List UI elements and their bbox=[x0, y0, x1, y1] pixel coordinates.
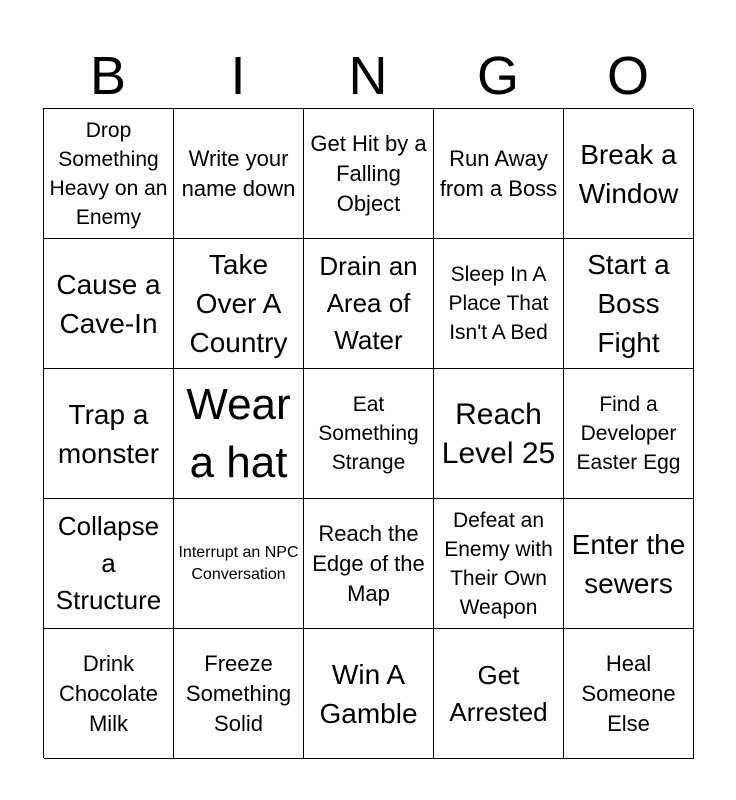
cell-text: Take Over A Country bbox=[189, 249, 288, 358]
header-letter-i: I bbox=[230, 46, 246, 106]
header-letter-o: O bbox=[606, 46, 649, 106]
bingo-cell[interactable] bbox=[564, 629, 694, 759]
bingo-cell[interactable] bbox=[44, 109, 174, 239]
cell-text: Freeze Something Solid bbox=[185, 650, 292, 736]
cell-text: Eat Something Strange bbox=[318, 393, 419, 474]
cell-text: Interrupt an NPC Conversation bbox=[178, 543, 299, 583]
bingo-cell[interactable] bbox=[174, 499, 304, 629]
header-letter-b: B bbox=[89, 46, 127, 106]
bingo-cell[interactable] bbox=[44, 369, 174, 499]
cell-text: Sleep In A Place That Isn't A Bed bbox=[448, 263, 549, 344]
cell-text: Reach the Edge of the Map bbox=[312, 520, 425, 606]
bingo-cell[interactable] bbox=[434, 629, 564, 759]
bingo-cell[interactable] bbox=[174, 629, 304, 759]
header-letter-n: N bbox=[348, 46, 388, 106]
cell-text: Win A Gamble bbox=[319, 658, 418, 729]
bingo-cell[interactable] bbox=[304, 109, 434, 239]
bingo-cell[interactable] bbox=[304, 369, 434, 499]
bingo-header bbox=[43, 44, 693, 108]
bingo-cell[interactable] bbox=[434, 499, 564, 629]
cell-text: Enter the sewers bbox=[571, 528, 686, 599]
bingo-board bbox=[43, 108, 693, 758]
bingo-cell[interactable] bbox=[434, 239, 564, 369]
bingo-cell[interactable] bbox=[564, 239, 694, 369]
cell-text: Get Arrested bbox=[449, 659, 548, 727]
header-letter-g: G bbox=[476, 46, 519, 106]
bingo-cell[interactable] bbox=[304, 239, 434, 369]
cell-text: Drop Something Heavy on an Enemy bbox=[49, 118, 168, 229]
bingo-cell[interactable] bbox=[44, 629, 174, 759]
cell-text: Find a Developer Easter Egg bbox=[576, 393, 681, 474]
cell-text: Write your name down bbox=[181, 145, 296, 201]
cell-text: Wear a hat bbox=[186, 379, 291, 487]
cell-text: Start a Boss Fight bbox=[587, 249, 670, 358]
cell-text: Collapse a Structure bbox=[55, 511, 162, 615]
bingo-cell[interactable] bbox=[564, 109, 694, 239]
bingo-cell[interactable] bbox=[304, 629, 434, 759]
bingo-cell[interactable] bbox=[44, 499, 174, 629]
cell-text: Get Hit by a Falling Object bbox=[310, 130, 427, 216]
bingo-cell[interactable] bbox=[304, 499, 434, 629]
cell-text: Defeat an Enemy with Their Own Weapon bbox=[444, 508, 553, 619]
cell-text: Drain an Area of Water bbox=[319, 251, 418, 355]
bingo-cell[interactable] bbox=[434, 109, 564, 239]
cell-text: Drink Chocolate Milk bbox=[58, 650, 159, 736]
bingo-cell[interactable] bbox=[174, 109, 304, 239]
cell-text: Heal Someone Else bbox=[581, 650, 676, 736]
bingo-cell[interactable] bbox=[434, 369, 564, 499]
cell-text: Run Away from a Boss bbox=[439, 145, 558, 201]
bingo-cell[interactable] bbox=[564, 499, 694, 629]
bingo-cell[interactable] bbox=[44, 239, 174, 369]
cell-text: Reach Level 25 bbox=[441, 397, 556, 470]
cell-text: Cause a Cave-In bbox=[56, 268, 161, 339]
cell-text: Trap a monster bbox=[57, 398, 160, 469]
bingo-cell[interactable] bbox=[564, 369, 694, 499]
bingo-cell[interactable] bbox=[174, 369, 304, 499]
cell-text: Break a Window bbox=[578, 138, 679, 209]
bingo-cell[interactable] bbox=[174, 239, 304, 369]
